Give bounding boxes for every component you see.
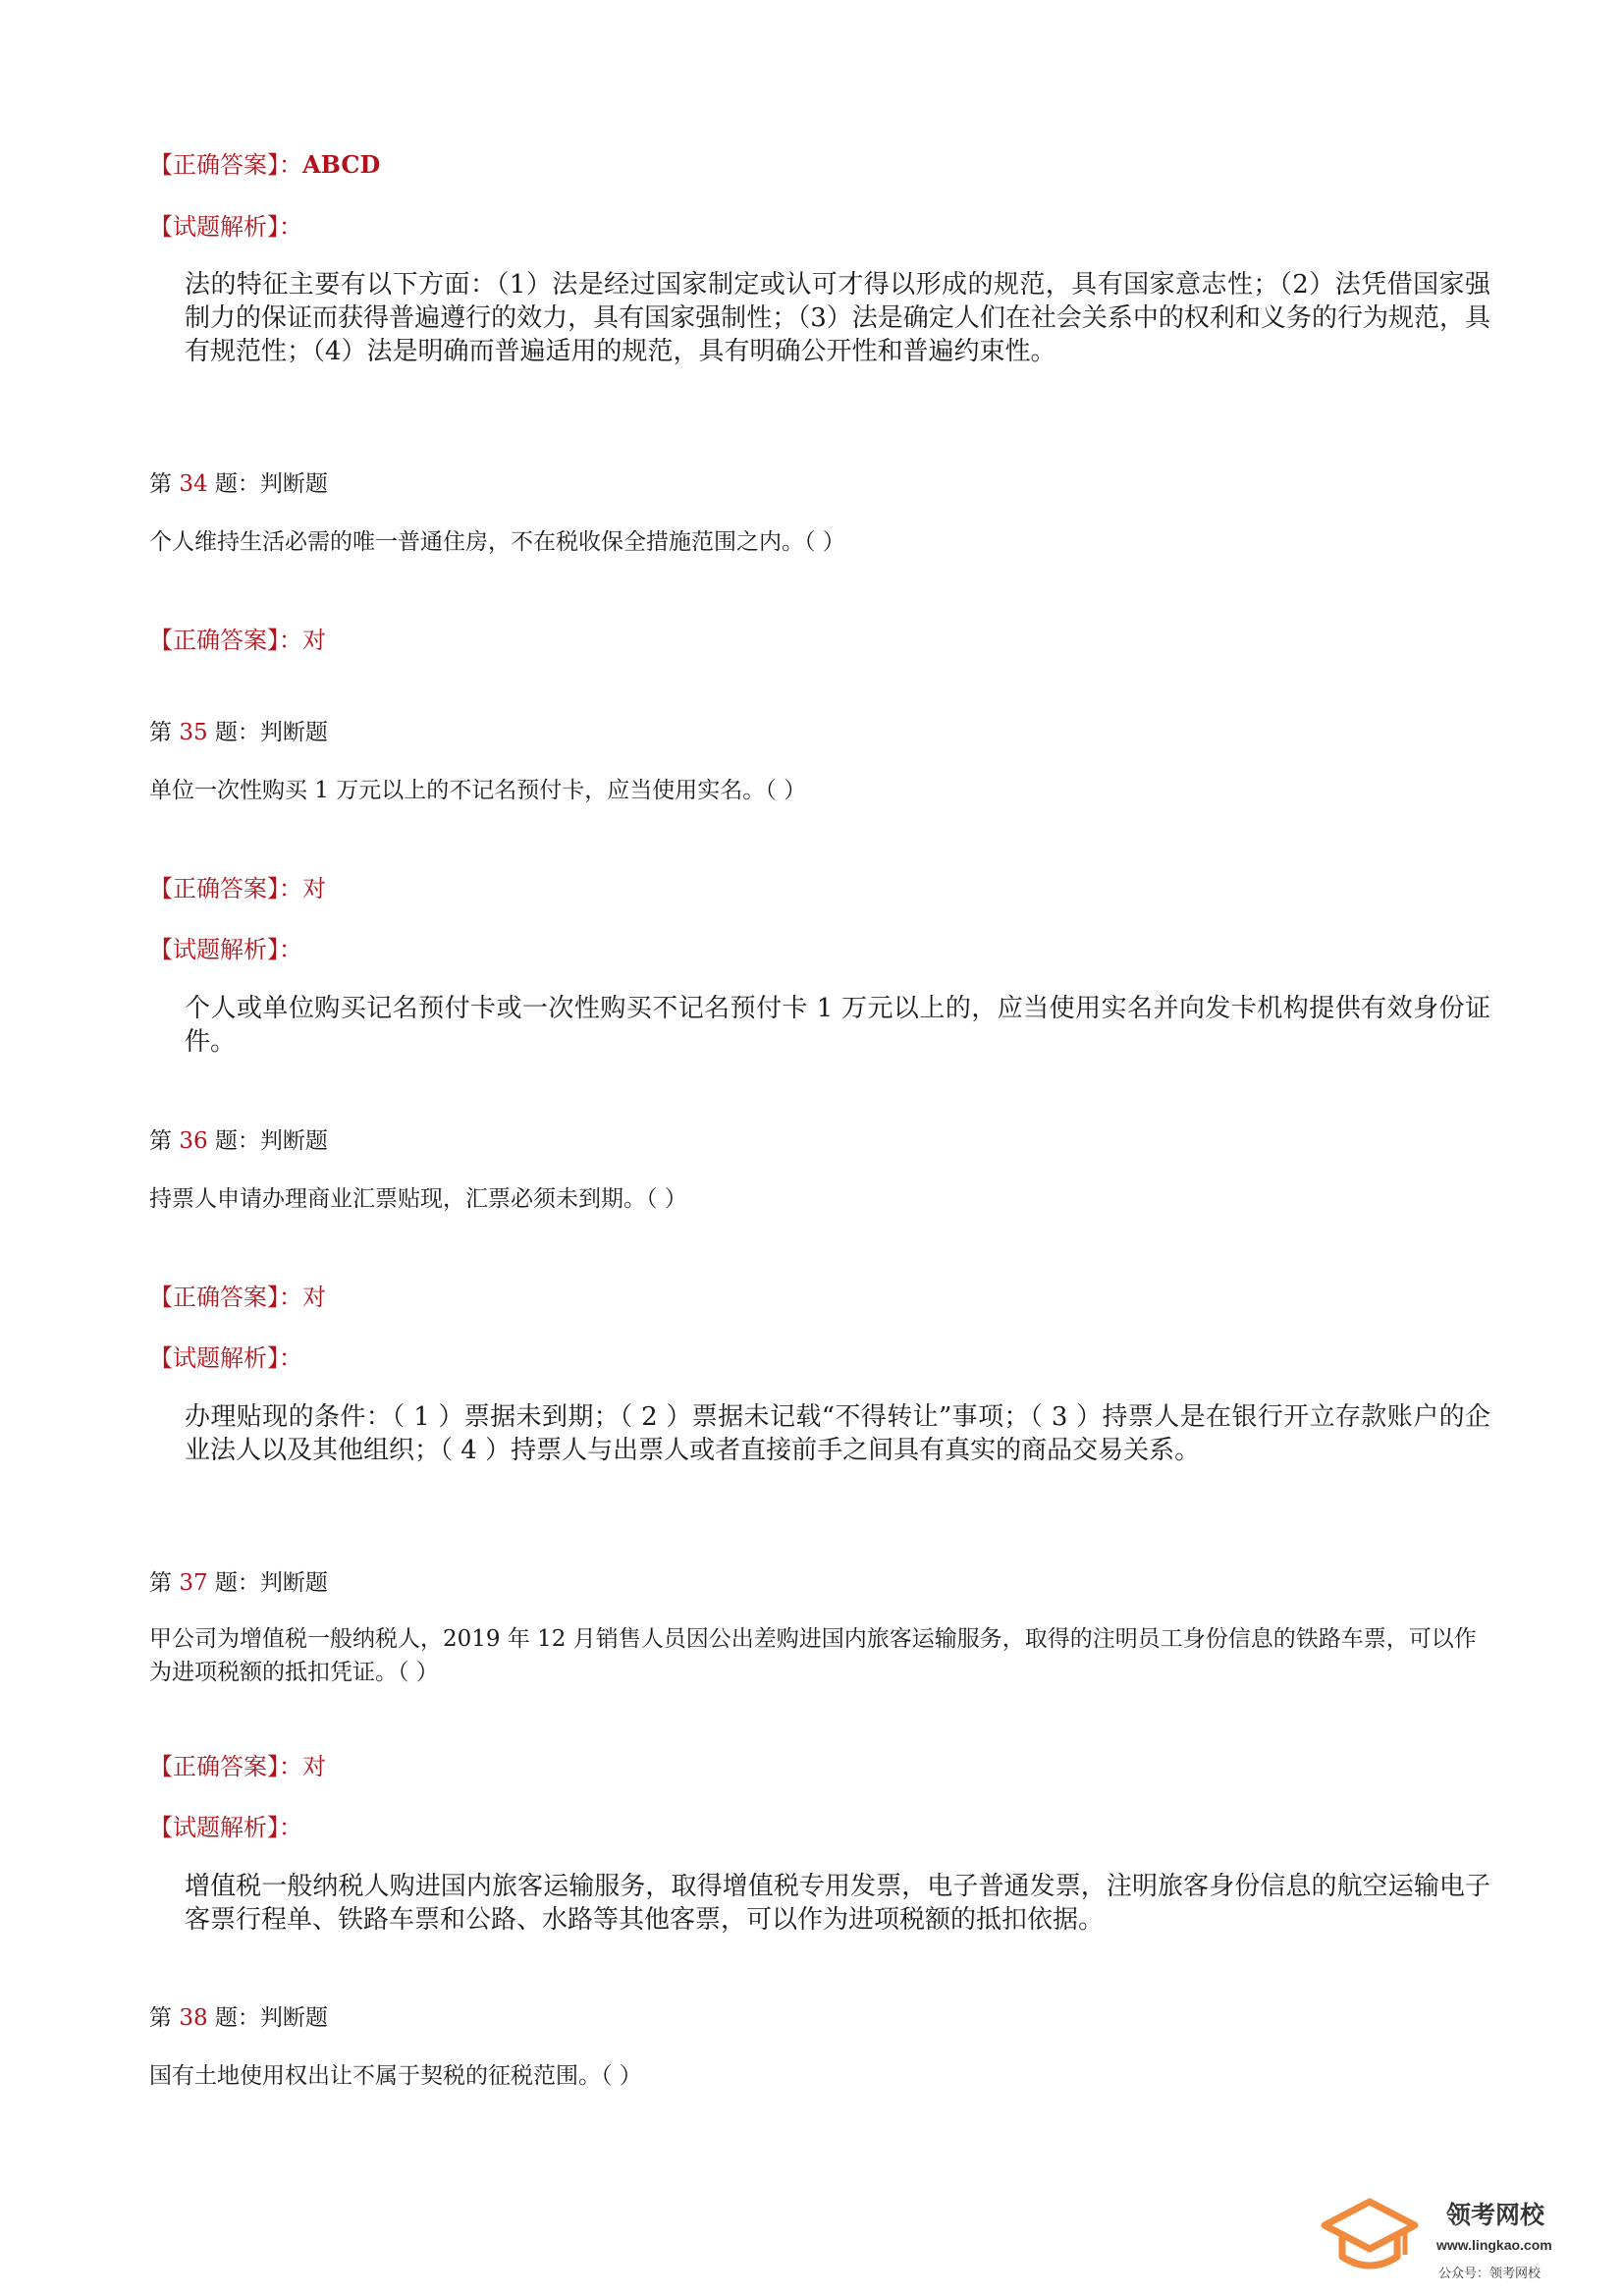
question-prefix: 第 [149,471,172,497]
answer-value: 对 [302,627,326,654]
question-header [149,1122,328,1155]
question-number: 35 [179,720,208,745]
analysis-label: 【试题解析】： [149,936,302,963]
question-type: 题：判断题 [214,2005,328,2031]
answer-label: 【正确答案】： [149,151,302,179]
answer-line [149,621,326,655]
answer-value: ABCD [302,150,381,179]
analysis-text: 法的特征主要有以下方面：（1）法是经过国家制定或认可才得以形成的规范，具有国家意志性；（2）法凭借国家强制力的保证而获得普遍遵行的效力，具有国家强制性；（3）法是确定人们在社会关系中的权利和义务的行为规范，具有规范性；（4）法是明确而普遍适用的规范，具有明确公开性和普遍约束性。 [185,270,1490,366]
analysis-text: 增值税一般纳税人购进国内旅客运输服务，取得增值税专用发票，电子普通发票，注明旅客身份信息的航空运输电子客票行程单、铁路车票和公路、水路等其他客票，可以作为进项税额的抵扣依据。 [185,1872,1490,1935]
question-header [149,1999,328,2032]
answer-label: 【正确答案】： [149,1284,302,1311]
question-header [149,714,328,746]
question-number: 36 [179,1128,208,1154]
question-header [149,1564,328,1597]
analysis-text: 办理贴现的条件：（ 1 ）票据未到期；（ 2 ）票据未记载“不得转让”事项；（ 3 ）持票人是在银行开立存款账户的企业法人以及其他组织；（ 4 ）持票人与出票人或者直接前手之间具有真实的商品交易关系。 [185,1402,1490,1465]
answer-label: 【正确答案】： [149,1753,302,1780]
analysis-label: 【试题解析】： [149,1344,302,1372]
answer-line [149,145,380,180]
question-type: 题：判断题 [214,471,328,497]
question-text: 个人维持生活必需的唯一普通住房，不在税收保全措施范围之内。（ ） [149,529,845,555]
analysis-label: 【试题解析】： [149,1814,302,1841]
logo-title: 领考网校 [1446,2201,1545,2229]
logo-subtitle: 公众号：领考网校 [1438,2267,1542,2281]
question-number: 37 [179,1570,208,1596]
question-prefix: 第 [149,1570,172,1596]
answer-line [149,1278,326,1312]
question-number: 34 [179,471,208,497]
answer-line [149,1747,326,1781]
question-type: 题：判断题 [214,1570,328,1596]
answer-value: 对 [302,1753,326,1780]
question-text: 甲公司为增值税一般纳税人，2019 年 12 月销售人员因公出差购进国内旅客运输服务，取得的注明员工身份信息的铁路车票，可以作为进项税额的抵扣凭证。（ ） [149,1626,1477,1685]
logo-url[interactable]: www.lingkao.com [1436,2237,1552,2253]
answer-label: 【正确答案】： [149,875,302,902]
question-text: 单位一次性购买 1 万元以上的不记名预付卡，应当使用实名。（ ） [149,778,807,803]
analysis-label: 【试题解析】： [149,213,302,241]
answer-value: 对 [302,875,326,902]
question-number: 38 [179,2005,208,2031]
question-prefix: 第 [149,1128,172,1154]
question-header [149,465,328,498]
question-prefix: 第 [149,720,172,745]
answer-label: 【正确答案】： [149,627,302,654]
answer-line [149,869,326,903]
question-text: 国有土地使用权出让不属于契税的征税范围。（ ） [149,2063,642,2089]
question-type: 题：判断题 [214,1128,328,1154]
lingkao-logo [1321,2188,1596,2286]
answer-value: 对 [302,1284,326,1311]
question-type: 题：判断题 [214,720,328,745]
question-prefix: 第 [149,2005,172,2031]
analysis-text: 个人或单位购买记名预付卡或一次性购买不记名预付卡 1 万元以上的，应当使用实名并向发卡机构提供有效身份证件。 [185,994,1490,1057]
graduation-cap-icon [1321,2198,1419,2276]
question-text: 持票人申请办理商业汇票贴现，汇票必须未到期。（ ） [149,1186,687,1212]
